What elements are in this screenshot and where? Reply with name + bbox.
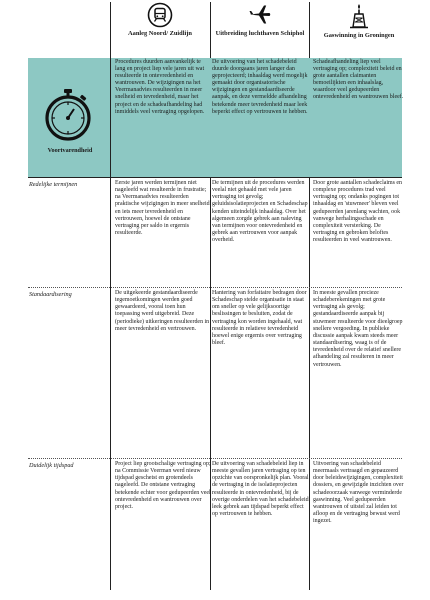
column-title: Aanleg Noord/ Zuidlijn <box>128 30 192 37</box>
gas-rig-icon <box>346 2 372 30</box>
row-divider <box>28 458 402 459</box>
column-header-noord-zuidlijn <box>112 2 208 58</box>
airplane-icon <box>247 2 273 28</box>
column-title: Gaswinning in Groningen <box>323 32 395 39</box>
row-label-standaardisering: Standaardisering <box>29 291 72 298</box>
band-label: Voortvarendheid <box>47 147 93 154</box>
band-cell-groningen: Schadeafhandeling liep veel vertraging op; complexiteit beleid en grote aantallen claimanten bemoeilijkten een inhaalslag, waardoor veel gedupeerden ontevredenheid en wantrouwen bleef. <box>313 59 404 101</box>
table-cell: Project liep grootschalige vertraging op; na Commissie Veerman werd nieuw tijdspad geschetst en grotendeels nageleefd. De ontstane vertraging betekende echter voor gedupeerden veel ontevredenheid en wantrouwen over project. <box>115 461 211 510</box>
column-header-groningen <box>311 2 407 58</box>
stopwatch-icon <box>40 87 96 143</box>
table-cell: In meeste gevallen precieze schadeberekeningen met grote vertraging als gevolg; gestandaardiseerde aanpak bij stuwmeer resulteerde voor dieelgroep snellere vergoeding. In publieke discussie aanpak kwam steeds meer standaardisering, waag is of de tevredenheid over de relatief snellere afhandeling zal resulteren in meer vertrouwen. <box>313 290 403 368</box>
column-header-schiphol <box>212 2 308 58</box>
table-cell: De uitgekeerde gestandaardiseerde tegemoetkomingen werden goed gewaardeerd, vooral toen hun toepassing werd uitgebreid. Deze (periodieke) uitkeringen resulteerden in meer tevredenheid en vertrouwen. <box>115 290 210 332</box>
table-cell: Door grote aantallen schadeclaims en complexe procedures trad veel vertraging op; ondanks pogingen tot inhaaldag en 'stuwmeer' bleven veel gedupeerden jarenlang wachten, ook vanwege herhalingsschade en complexiteit versterking. De vertraging en gebroken beloftes resulteerden in veel wantrouwen. <box>313 180 403 244</box>
table-cell: De uitvoering van schadebeleid liep in meeste gevallen jaren vertraging op ten opzichte van oorspronkelijk plan. Vooral de vertraging in de isolatieprojecten resulteerde in ontevredenheid, bij de overige onderdelen van het schadebeleid leek gebrek aan tijdspad beperkt effect op vertrouwen te hebben. <box>212 461 309 518</box>
row-divider <box>28 287 402 288</box>
train-icon <box>147 2 173 28</box>
column-title: Uitbreiding luchthaven Schiphol <box>215 30 305 37</box>
band-rule <box>28 177 402 178</box>
band-cell-noord-zuidlijn: Procedures duurden aanvankelijk te lang en project liep vele jaren uit wat resulteerde in ontevredenheid en wantrouwen. De wijzigingen na het Veermanadvies resulteerden in meer snelheid en tevredenheid, maar het project en de schadeafhandeling had inmiddels veel vertraging opgelopen. <box>115 59 205 115</box>
table-cell: Eerste jaren werden termijnen niet nageleefd wat resulteerde in frustratie; na Veermanadvies resulteerden praktische wijzigingen in meer snelheid en iets meer tevredenheid en vertrouwen, hoewel de ontstane vertraging per saldo in ergernis resulteerde. <box>115 180 210 237</box>
table-cell: Uitvoering van schadebeleid meermaals vertraagd en gepauzeerd door beleidswijzigingen, complexiteit dossiers, en gewijzigde inzichten over schadeoorzaak vanwege verminderde gaswinning. Veel gedupeerden wantrouwen of uitstel zal leiden tot afloop en de vertraging bewust werd ingezet. <box>313 461 404 525</box>
row-label-redelijke-termijnen: Redelijke termijnen <box>29 181 78 188</box>
table-cell: Hantering van forfaitaire bedragen door Schadeschap stelde organisatie in staat om sneller op vele gelijksoortige beslissingen te besluiten, zodat de vertraging kon worden ingehaald, wat resulteerde in relatieve tevredenheid hoewel enige ergernis over vertraging bleef. <box>212 290 307 347</box>
row-label-duidelijk-tijdspad: Duidelijk tijdspad <box>29 462 74 469</box>
table-cell: De termijnen uit de procedures werden veelal niet gehaald met vele jaren vertraging tot gevolg; geluidsisolatieprojecten en Schadeschap kenden uiteindelijk inhaaldag. Over het algemeen zorgde gebrek aan naleving van termijnen voor ontevredenheid en gebrek aan vertrouwen voor aanpak overheid. <box>212 180 308 244</box>
column-divider <box>110 58 111 177</box>
band-cell-schiphol: De uitvoering van het schadebeleid duurde doorgaans jaren langer dan geprojecteerd; inhaaldag werd mogelijk gemaakt door organisatorische wijzigingen en gestandaardiseerde aanpak, en deze vermeldde afhandeling betekende meer tevredenheid maar leek beperkt effect op vertrouwen te hebben. <box>212 59 308 115</box>
